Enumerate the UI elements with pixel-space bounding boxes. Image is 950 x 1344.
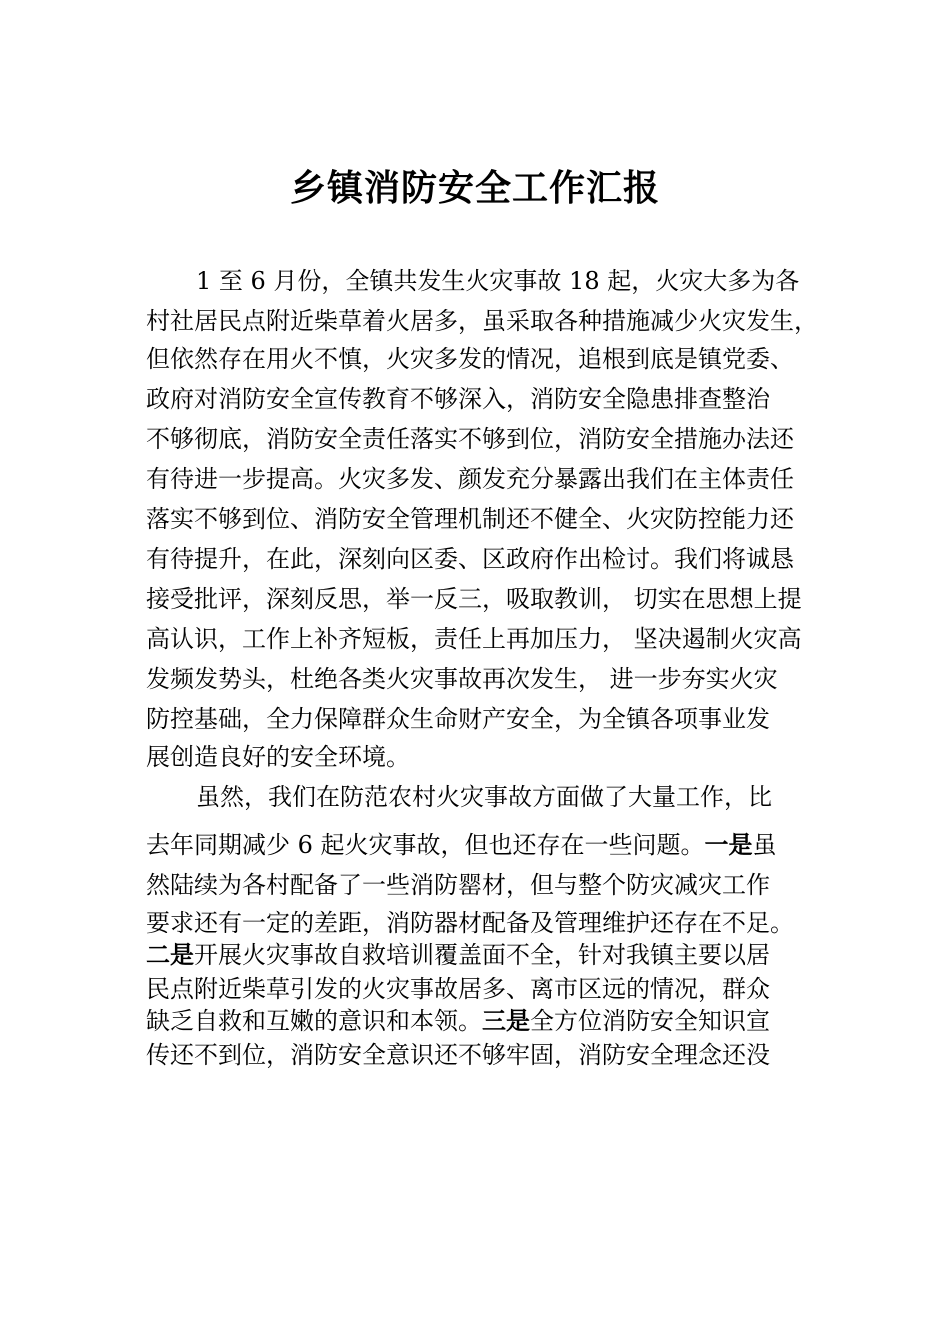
text-run: 去年同期减少 6 起火灾事故，但也还存在一些问题。 — [146, 831, 705, 859]
key-point-label: 三是 — [482, 1007, 530, 1035]
paragraph-line: 防控基础，全力保障群众生命财产安全，为全镇各项事业发 — [146, 705, 770, 733]
paragraph-line: 要求还有一定的差距，消防器材配备及管理维护还存在不足。 — [146, 909, 794, 937]
paragraph-line: 但依然存在用火不慎，火灾多发的情况，追根到底是镇党委、 — [146, 345, 794, 373]
paragraph-line — [146, 940, 770, 970]
paragraph-line: 1 至 6 月份，全镇共发生火灾事故 18 起，火灾大多为各 — [196, 267, 800, 295]
paragraph-line: 接受批评，深刻反思，举一反三，吸取教训， 切实在思想上提 — [146, 585, 802, 613]
text-run: 开展火灾事故自救培训覆盖面不全，针对我镇主要以居 — [194, 941, 770, 969]
paragraph-line: 有待提升，在此，深刻向区委、区政府作出检讨。我们将诚恳 — [146, 545, 794, 573]
paragraph-line: 然陆续为各村配备了一些消防罂材，但与整个防灾减灾工作 — [146, 871, 770, 899]
paragraph-line — [146, 1006, 770, 1036]
text-run: 全方位消防安全知识宣 — [530, 1007, 770, 1035]
paragraph-line: 有待进一步提高。火灾多发、颜发充分暴露出我们在主体责任 — [146, 465, 794, 493]
paragraph-line: 展创造良好的安全环境。 — [146, 743, 410, 771]
paragraph-line: 民点附近柴草引发的火灾事故居多、离市区远的情况，群众 — [146, 975, 770, 1003]
key-point-label: 二是 — [146, 941, 194, 969]
paragraph-line: 高认识，工作上补齐短板，责任上再加压力， 坚决遏制火灾高 — [146, 625, 802, 653]
document-title: 乡镇消防安全工作汇报 — [289, 167, 660, 209]
text-run: 虽 — [752, 831, 777, 859]
paragraph-line: 传还不到位，消防安全意识还不够牢固，消防安全理念还没 — [146, 1041, 770, 1069]
paragraph-line: 村社居民点附近柴草着火居多，虽采取各种措施减少火灾发生， — [146, 307, 818, 335]
paragraph-line: 落实不够到位、消防安全管理机制还不健全、火灾防控能力还 — [146, 505, 794, 533]
paragraph-line: 虽然，我们在防范农村火灾事故方面做了大量工作，比 — [196, 783, 772, 811]
paragraph-line: 不够彻底，消防安全责任落实不够到位，消防安全措施办法还 — [146, 425, 794, 453]
paragraph-line: 发频发势头，杜绝各类火灾事故再次发生， 进一步夯实火灾 — [146, 665, 778, 693]
paragraph-line — [146, 830, 777, 860]
text-run: 缺乏自救和互嫩的意识和本领。 — [146, 1007, 482, 1035]
paragraph-line: 政府对消防安全宣传教育不够深入，消防安全隐患排查整治 — [146, 385, 770, 413]
key-point-label: 一是 — [704, 831, 753, 859]
